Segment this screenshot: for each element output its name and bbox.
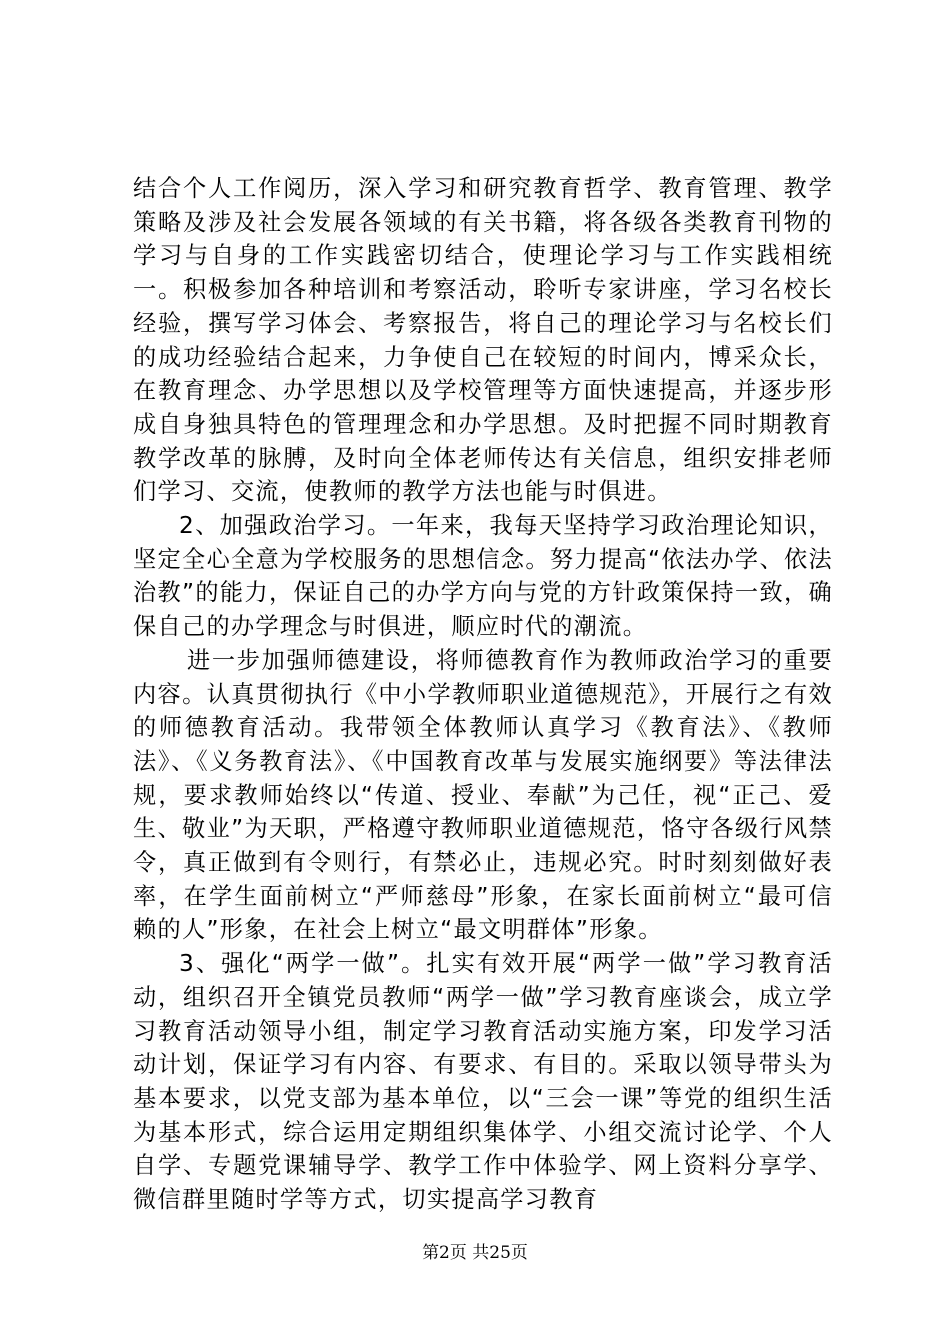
paragraph-1: 结合个人工作阅历，深入学习和研究教育哲学、教育管理、教学策略及涉及社会发展各领域的有关书籍，将各级各类教育刊物的学习与自身的工作实践密切结合，使理论学习与工作实践相统一。积极参加各种培训和考察活动，聆听专家讲座，学习名校长经验，撰写学习体会、考察报告，将自己的理论学习与名校长们的成功经验结合起来，力争使自己在较短的时间内，博采众长，在教育理念、办学思想以及学校管理等方面快速提高，并逐步形成自身独具特色的管理理念和办学思想。及时把握不同时期教育教学改革的脉膊，及时向全体老师传达有关信息，组织安排老师们学习、交流，使教师的教学方法也能与时俱进。 bbox=[133, 175, 833, 506]
paragraph-4: 3、强化“两学一做”。扎实有效开展“两学一做”学习教育活动，组织召开全镇党员教师“两学一做”学习教育座谈会，成立学习教育活动领导小组，制定学习教育活动实施方案，印发学习活动计划，保证学习有内容、有要求、有目的。采取以领导带头为基本要求，以党支部为基本单位，以“三会一课”等党的组织生活为基本形式，综合运用定期组织集体学、小组交流讨论学、个人自学、专题党课辅导学、教学工作中体验学、网上资料分享学、微信群里随时学等方式，切实提高学习教育 bbox=[133, 950, 833, 1214]
paragraph-3: 进一步加强师德建设，将师德教育作为教师政治学习的重要内容。认真贯彻执行《中小学教师职业道德规范》，开展行之有效的师德教育活动。我带领全体教师认真学习《教育法》、《教师法》、《义务教育法》、《中国教育改革与发展实施纲要》等法律法规，要求教师始终以“传道、授业、奉献”为己任，视“正己、爱生、敬业”为天职，严格遵守教师职业道德规范，恪守各级行风禁令，真正做到有令则行，有禁必止，违规必究。时时刻刻做好表率，在学生面前树立“严师慈母”形象，在家长面前树立“最可信赖的人”形象，在社会上树立“最文明群体”形象。 bbox=[133, 646, 833, 944]
page-number-footer: 第2页 共25页 bbox=[422, 1243, 528, 1263]
document-body bbox=[133, 172, 833, 1217]
paragraph-2: 2、加强政治学习。一年来，我每天坚持学习政治理论知识，坚定全心全意为学校服务的思想信念。努力提高“依法办学、依法治教”的能力，保证自己的办学方向与党的方针政策保持一致，确保自己的办学理念与时俱进，顺应时代的潮流。 bbox=[133, 512, 833, 641]
